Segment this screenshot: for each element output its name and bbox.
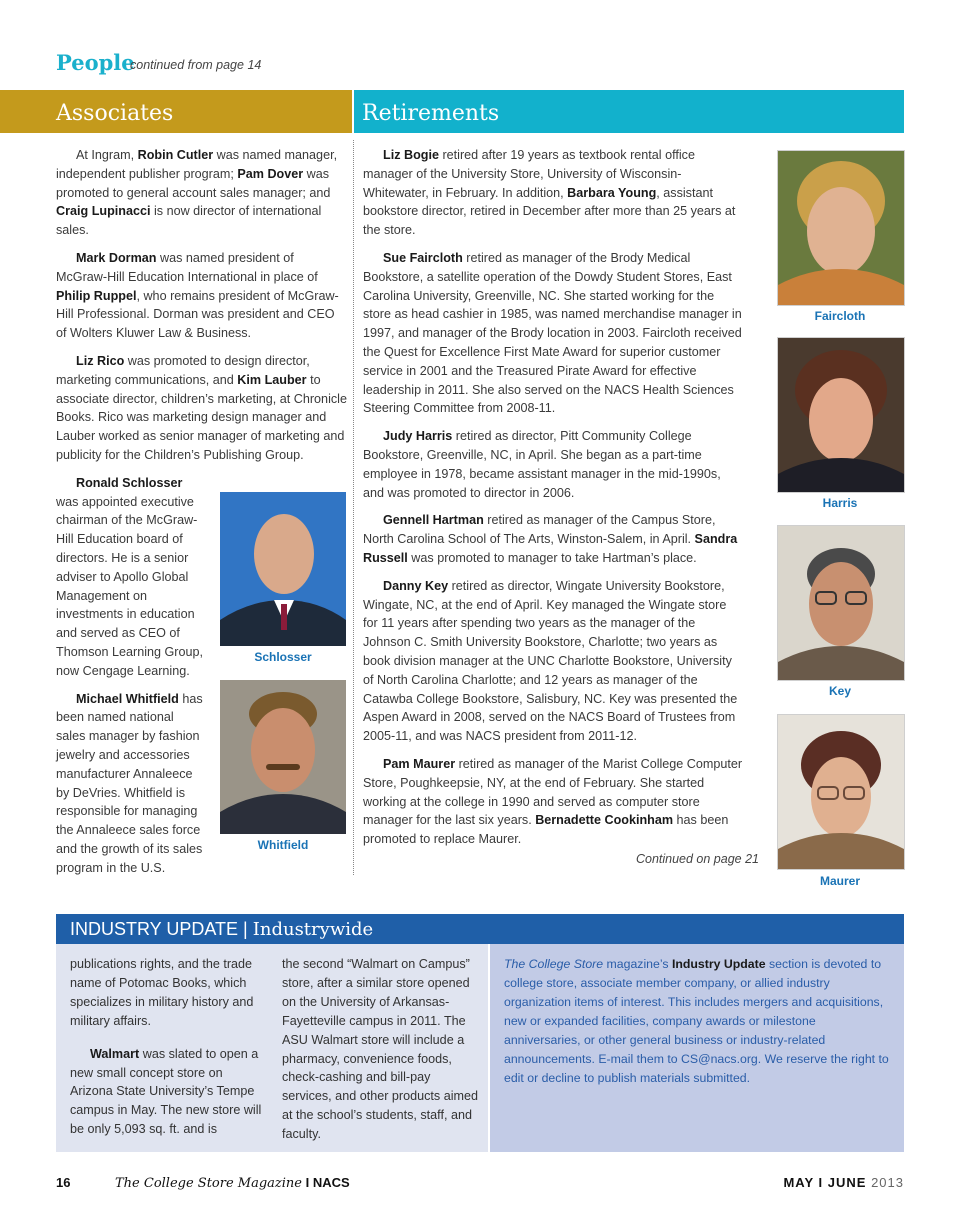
- associates-paragraph: Mark Dorman was named president of McGraw-Hill Education International in place of Philip Ruppel, who remains president of McGraw-Hill Professional. Dorman was president and CEO of Wolters Kluwer Law & Business.: [56, 250, 339, 341]
- retirements-paragraph: Judy Harris retired as director, Pitt Community College Bookstore, Greenville, NC, in April. She began as a part-time employee in 1978, became assistant manager in the mid-1990s, and was promoted to director in 2006.: [363, 429, 721, 500]
- portrait-icon: [220, 492, 346, 646]
- org-name: NACS: [312, 1175, 350, 1190]
- key-caption: Key: [828, 684, 851, 698]
- portrait-icon: [778, 526, 904, 680]
- retirements-heading: Retirements: [362, 101, 500, 126]
- magazine-credit: [115, 1175, 350, 1191]
- harris-caption: Harris: [822, 496, 858, 510]
- retirements-column: [363, 146, 743, 849]
- key-photo: [777, 525, 905, 681]
- industry-update-bar: [56, 914, 904, 944]
- portrait-icon: [220, 680, 346, 834]
- associates-paragraph: Ronald Schlosser was appointed executive chairman of the McGraw-Hill Education board of directors. He is a senior adviser to Apollo Global Management on investments in education and served as CEO of Thomson Learning Group, now Cengage Learning.: [56, 475, 204, 678]
- continued-from-note: continued from page 14: [130, 58, 262, 72]
- footer-divider: I: [305, 1175, 310, 1190]
- whitfield-photo: [220, 680, 346, 834]
- column-divider: [353, 140, 354, 875]
- faircloth-caption: Faircloth: [814, 309, 866, 323]
- retirements-paragraph: Liz Bogie retired after 19 years as textbook rental office manager of the University Store, University of Wisconsin-Whitewater, in February. In addition, Barbara Young, assistant bookstore director, retired in December after more than 25 years at the store.: [363, 148, 736, 238]
- retirements-paragraph: Gennell Hartman retired as manager of the Campus Store, North Carolina School of The Arts, Winston-Salem, in April. Sandra Russell was promoted to manager to take Hartman’s place.: [363, 513, 738, 565]
- industry-update-separator: |: [243, 919, 248, 939]
- portrait-icon: [778, 151, 904, 305]
- associates-heading: Associates: [56, 101, 174, 126]
- associates-column: [56, 146, 348, 877]
- associates-header-bar: [0, 90, 352, 133]
- industry-update-paragraph: the second “Walmart on Campus” store, after a similar store opened on the University of Arkansas-Fayetteville campus in 2011. The ASU Walmart store will include a pharmacy, convenience foods, check-cashing and bill-pay services, and other products aimed at the school’s students, staff, and faculty.: [282, 957, 479, 1142]
- retirements-paragraph: Pam Maurer retired as manager of the Marist College Computer Store, Poughkeepsie, NY, at the end of February. She started working at the college in 1990 and served as computer store manager for the last six years. Bernadette Cookinham has been promoted to replace Maurer.: [363, 756, 743, 847]
- industry-update-heading: [70, 919, 373, 940]
- maurer-caption: Maurer: [819, 874, 860, 888]
- associates-paragraph: Michael Whitfield has been named national sales manager by fashion jewelry and accessories manufacturer Annaleece by DeVries. Whitfield is responsible for managing the Annaleece sales force and the growth of its sales program in the U.S.: [56, 691, 203, 875]
- industry-update-paragraph: publications rights, and the trade name of Potomac Books, which specializes in military history and military affairs.: [70, 957, 254, 1028]
- issue-date: [783, 1175, 904, 1190]
- issue-year: 2013: [871, 1175, 904, 1190]
- magazine-name: The College Store Magazine: [115, 1176, 303, 1191]
- industry-update-note-text: The College Store magazine’s Industry Update section is devoted to college store, associate member company, or allied industry organization items of interest. This includes mergers and acquisitions, new or expanded facilities, company awards or milestone anniversaries, or other general business or industry-related announcements. E-mail them to CS@nacs.org. We reserve the right to edit or decline to publish materials submitted.: [504, 957, 889, 1085]
- portrait-icon: [778, 338, 904, 492]
- industry-update-subtitle: Industrywide: [252, 919, 374, 940]
- whitfield-caption: Whitfield: [257, 838, 309, 852]
- harris-photo: [777, 337, 905, 493]
- industry-update-paragraph: Walmart was slated to open a new small concept store on Arizona State University’s Tempe campus in May. The new store will be only 5,093 sq. ft. and is: [70, 1046, 262, 1137]
- associates-paragraph: Liz Rico was promoted to design director, marketing communications, and Kim Lauber to associate director, children’s marketing, at Chronicle Books. Rico was marketing design manager and Lauber worked as senior manager of marketing and publicity for the Children’s Publishing Group.: [56, 353, 347, 462]
- retirements-paragraph: Sue Faircloth retired as manager of the Brody Medical Bookstore, a satellite operation of the Dowdy Student Stores, East Carolina University, Greenville, NC. She started working for the store as head cashier in 1985, was named merchandise manager in 1997, and manager of the Brody location in 2003. Faircloth received the Quest for Excellence First Mate Award for superior customer service in 2001 and the Treasured Pirate Award for effective leadership in 2011. She also served on the NACS Health Sciences Steering Committee from 2008-11.: [363, 250, 742, 416]
- associates-paragraph: At Ingram, Robin Cutler was named manager, independent publisher program; Pam Dover was promoted to general account sales manager; and Craig Lupinacci is now director of international sales.: [56, 148, 338, 238]
- continued-on-note: Continued on page 21: [635, 852, 759, 866]
- section-title: People: [56, 50, 135, 75]
- industry-update-column-1: [70, 955, 266, 1139]
- retirements-header-bar: [354, 90, 904, 133]
- industry-update-title: INDUSTRY UPDATE: [70, 919, 239, 939]
- retirements-paragraph: Danny Key retired as director, Wingate University Bookstore, Wingate, NC, at the end of April. Key managed the Wingate store for 11 years after spending two years as the manager of the Johnson C. Smith University Bookstore, Charlotte; two years as book division manager at the UNC Charlotte Bookstore, University of North Carolina Charlotte; and 12 years as manager of the Catawba College Bookstore, Salisbury, NC. Key was presented the Aspen Award in 2008, served on the NACS Board of Trustees from 2005-11, and was NACS president from 2011-12.: [363, 578, 738, 744]
- maurer-photo: [777, 714, 905, 870]
- schlosser-photo: [220, 492, 346, 646]
- page-number: 16: [56, 1175, 71, 1190]
- portrait-icon: [778, 715, 904, 869]
- industry-update-column-2: [282, 955, 478, 1144]
- industry-update-submission-note: [504, 955, 894, 1088]
- schlosser-caption: Schlosser: [254, 650, 312, 664]
- faircloth-photo: [777, 150, 905, 306]
- issue-months: MAY I JUNE: [783, 1175, 867, 1190]
